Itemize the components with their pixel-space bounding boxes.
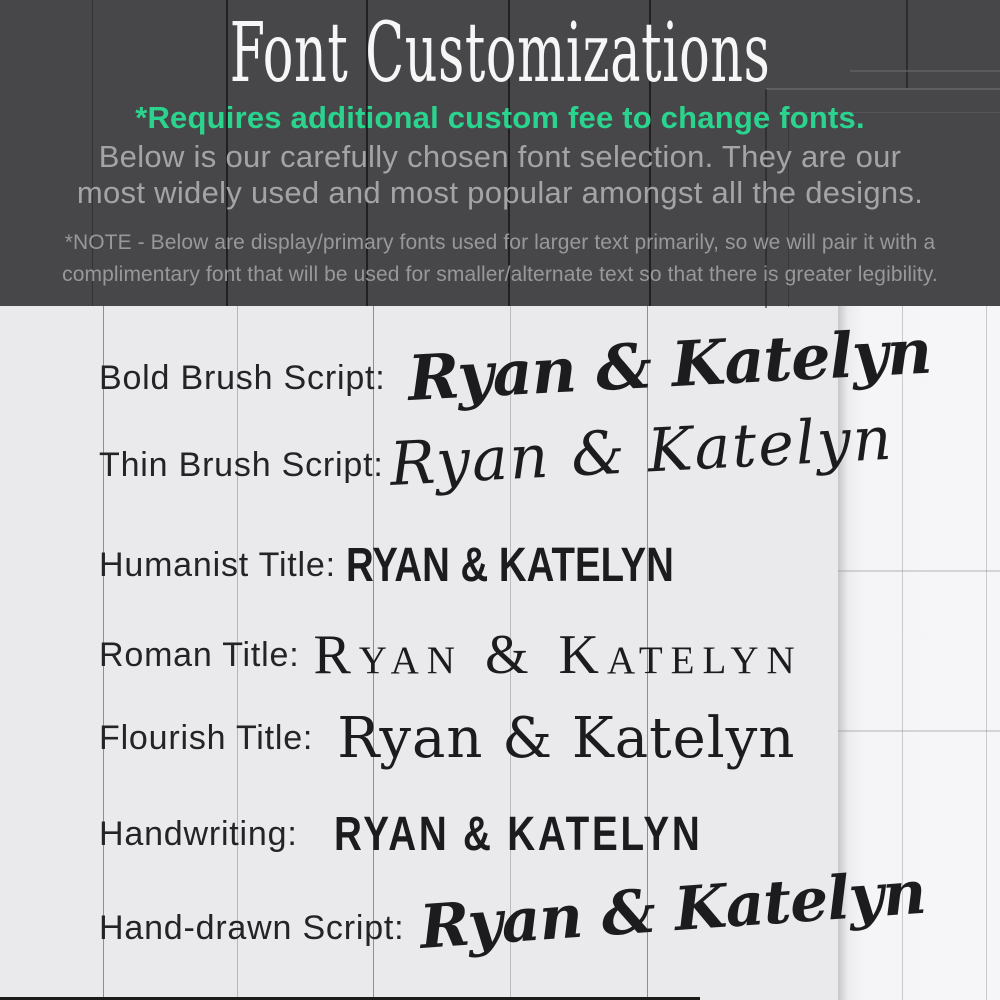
font-row-thin-brush-script bbox=[0, 405, 1000, 525]
font-style-label: Flourish Title: bbox=[99, 718, 314, 757]
names-sample-roman-title: Ryan & Katelyn bbox=[313, 624, 803, 686]
font-style-label: Roman Title: bbox=[99, 635, 300, 674]
pairing-note bbox=[0, 227, 1000, 291]
font-row-hand-drawn-script bbox=[0, 857, 1000, 994]
description-line-1: Below is our carefully chosen font selection. They are our bbox=[98, 139, 902, 174]
names-sample-thin-brush-script: Ryan & Katelyn bbox=[387, 403, 895, 500]
font-style-label: Bold Brush Script: bbox=[99, 358, 386, 397]
font-style-label: Hand-drawn Script: bbox=[99, 908, 405, 947]
font-style-label: Humanist Title: bbox=[99, 545, 336, 584]
font-row-humanist-title bbox=[0, 520, 1000, 610]
names-sample-hand-drawn-script: Ryan & Katelyn bbox=[417, 857, 928, 963]
note-line-1: *NOTE - Below are display/primary fonts used for larger text primarily, so we will pair it with a bbox=[64, 231, 936, 254]
font-style-label: Handwriting: bbox=[99, 814, 298, 853]
note-line-2: complimentary font that will be used for smaller/alternate text so that there is greater legibility. bbox=[62, 263, 938, 286]
names-sample-flourish-title: Ryan & Katelyn bbox=[337, 705, 796, 771]
fee-notice: *Requires additional custom fee to change fonts. bbox=[135, 100, 865, 135]
names-sample-handwriting: RYAN & KATELYN bbox=[333, 806, 703, 861]
names-sample-bold-brush-script: Ryan & Katelyn bbox=[405, 314, 933, 415]
description bbox=[0, 139, 1000, 211]
font-row-roman-title bbox=[0, 610, 1000, 700]
description-line-2: most widely used and most popular amongst all the designs. bbox=[76, 175, 924, 210]
names-sample-humanist-title: RYAN & KATELYN bbox=[345, 538, 674, 592]
font-style-label: Thin Brush Script: bbox=[99, 445, 384, 484]
page-title: Font Customizations bbox=[229, 6, 771, 101]
font-row-flourish-title bbox=[0, 692, 1000, 784]
header-banner bbox=[0, 0, 1000, 306]
